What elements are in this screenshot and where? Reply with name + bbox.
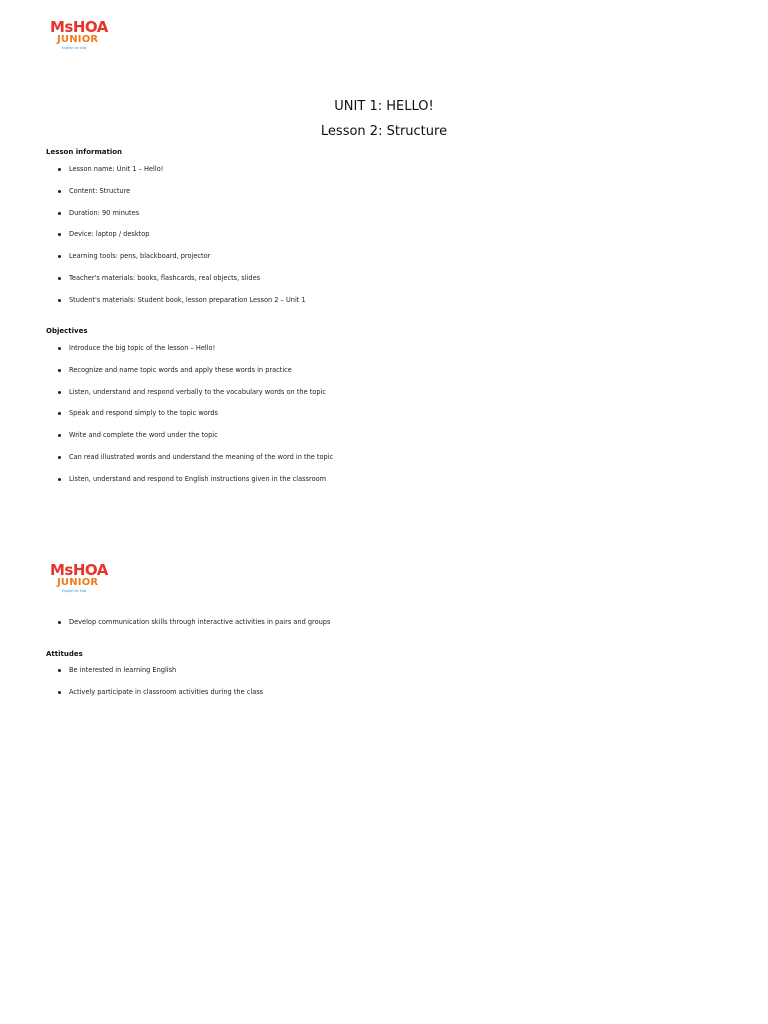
list-item [58, 409, 333, 431]
list-item-text: Teacher's materials: books, flashcards, real objects, slides [69, 273, 261, 282]
bullet-icon [58, 391, 61, 394]
bullet-icon [58, 621, 61, 624]
bullet-icon [58, 299, 61, 302]
list-item-text: Student's materials: Student book, lesson preparation Lesson 2 – Unit 1 [69, 295, 306, 304]
list-item [58, 475, 333, 497]
list-item [58, 344, 333, 366]
list-item [58, 165, 306, 187]
bullet-icon [58, 456, 61, 459]
bullet-icon [58, 412, 61, 415]
list-item-text: Introduce the big topic of the lesson – Hello! [69, 344, 216, 352]
bullet-icon [58, 168, 61, 171]
attitudes-list [58, 666, 263, 710]
brand-logo [50, 562, 110, 596]
bullet-icon [58, 212, 61, 215]
list-item-text: Listen, understand and respond verbally to the vocabulary words on the topic [69, 387, 326, 396]
list-item [58, 274, 306, 296]
attitudes-heading: Attitudes [46, 650, 83, 658]
logo-brand-text: MsHOA [50, 18, 108, 36]
bullet-icon [58, 190, 61, 193]
list-item [58, 431, 333, 453]
bullet-icon [58, 369, 61, 372]
lesson-information-list [58, 165, 306, 318]
list-item-text: Recognize and name topic words and apply these words in practice [69, 365, 292, 374]
logo-tagline: English for kids [62, 46, 87, 50]
brand-logo [50, 19, 110, 53]
objectives-heading: Objectives [46, 327, 88, 335]
logo-sub-text: JUNIOR [57, 34, 99, 45]
lesson-information-heading: Lesson information [46, 148, 123, 156]
skills-continued-list [58, 618, 330, 640]
list-item-text: Device: laptop / desktop [69, 230, 150, 239]
bullet-icon [58, 691, 61, 694]
list-item [58, 252, 306, 274]
bullet-icon [58, 478, 61, 481]
list-item-text: Listen, understand and respond to English instructions given in the classroom [69, 474, 327, 483]
bullet-icon [58, 255, 61, 258]
list-item [58, 296, 306, 318]
list-item [58, 688, 263, 710]
bullet-icon [58, 347, 61, 350]
objectives-list [58, 344, 333, 497]
list-item [58, 666, 263, 688]
list-item-text: Lesson name: Unit 1 – Hello! [69, 165, 164, 173]
list-item [58, 230, 306, 252]
list-item [58, 388, 333, 410]
list-item [58, 209, 306, 231]
logo-brand-text: MsHOA [50, 561, 108, 579]
logo-sub-text: JUNIOR [57, 577, 99, 588]
list-item-text: Content: Structure [69, 186, 131, 195]
bullet-icon [58, 277, 61, 280]
list-item [58, 187, 306, 209]
list-item-text: Write and complete the word under the topic [69, 431, 218, 440]
list-item-text: Duration: 90 minutes [69, 208, 140, 217]
list-item [58, 453, 333, 475]
list-item-text: Be interested in learning English [69, 666, 177, 674]
list-item [58, 366, 333, 388]
bullet-icon [58, 669, 61, 672]
bullet-icon [58, 434, 61, 437]
bullet-icon [58, 233, 61, 236]
list-item-text: Speak and respond simply to the topic words [69, 409, 218, 418]
list-item-text: Develop communication skills through interactive activities in pairs and groups [69, 618, 331, 626]
unit-title: UNIT 1: HELLO! [334, 99, 434, 114]
logo-tagline: English for kids [62, 589, 87, 593]
list-item [58, 618, 330, 640]
list-item-text: Can read illustrated words and understand the meaning of the word in the topic [69, 452, 334, 461]
list-item-text: Learning tools: pens, blackboard, projector [69, 252, 211, 261]
lesson-title: Lesson 2: Structure [320, 124, 448, 139]
list-item-text: Actively participate in classroom activities during the class [69, 687, 264, 696]
